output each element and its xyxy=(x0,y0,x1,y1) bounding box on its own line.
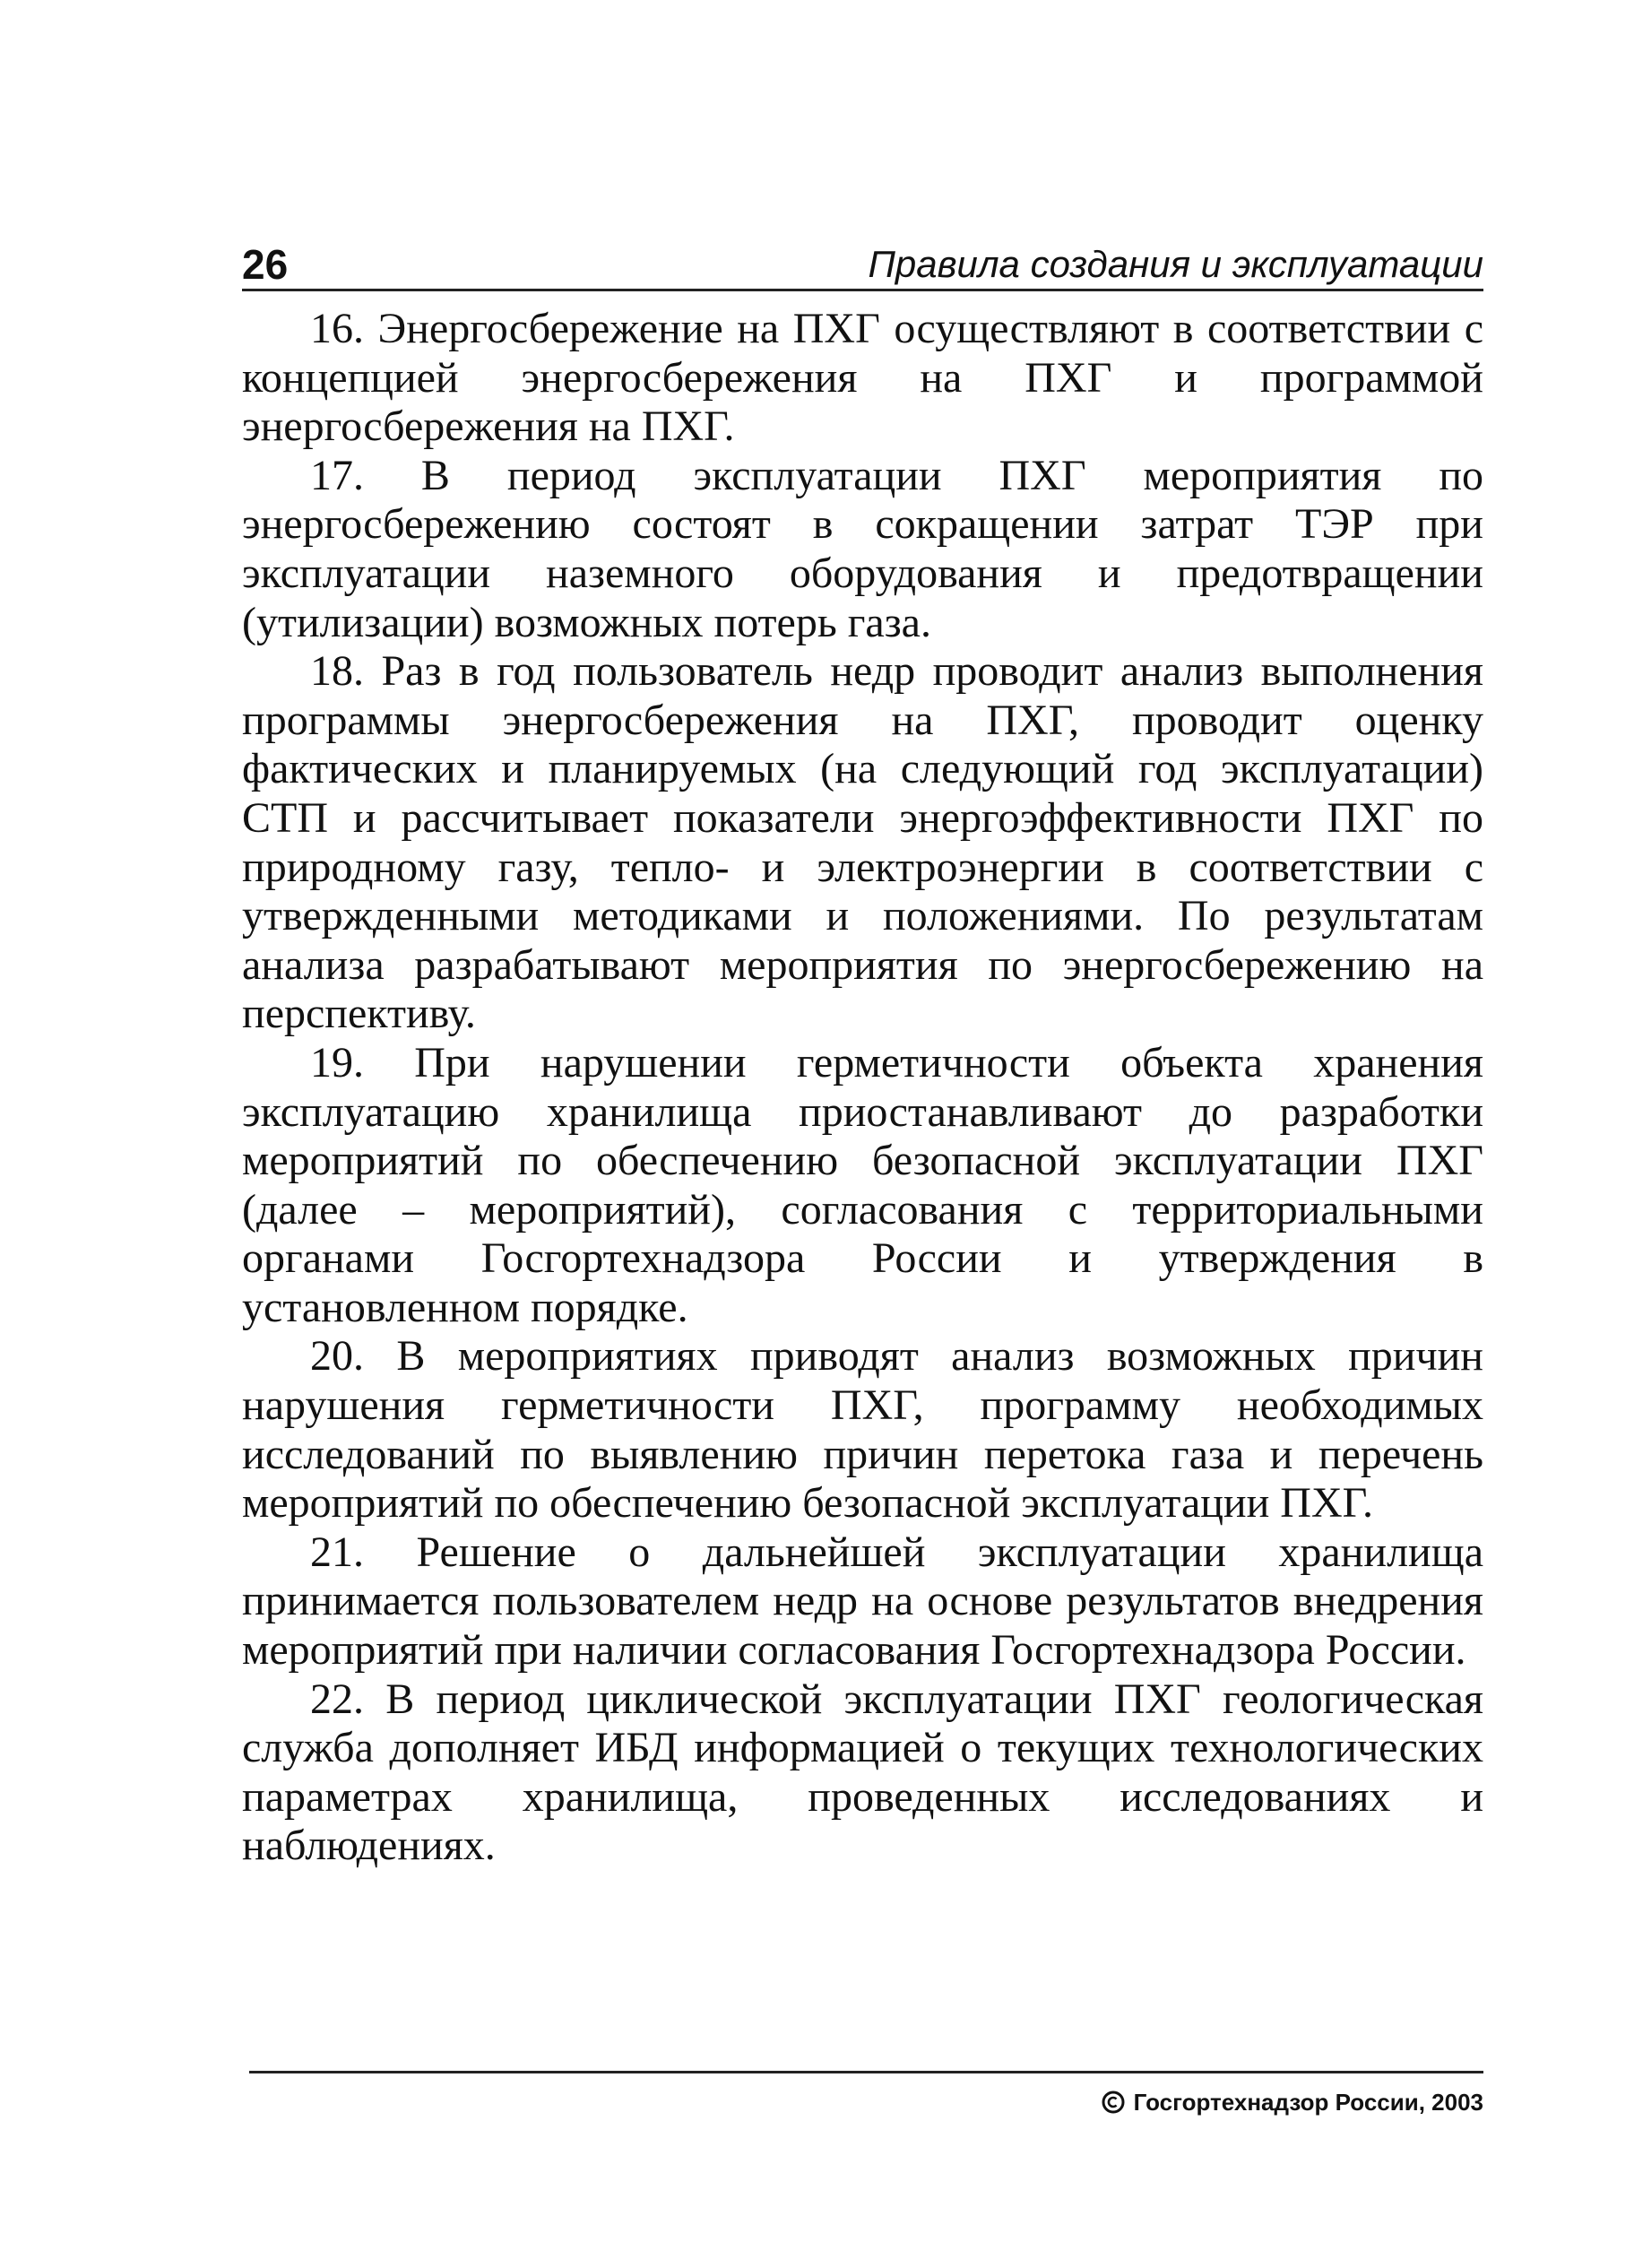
paragraph-16: 16. Энергосбережение на ПХГ осуществляют в соответствии с концепцией энергосбережения на ПХГ и программой энергосбережения на ПХГ. xyxy=(242,305,1483,451)
copyright-text: Госгортехнадзор России, 2003 xyxy=(1133,2089,1483,2116)
copyright-icon xyxy=(1102,2091,1125,2114)
paragraph-17: 17. В период эксплуатации ПХГ мероприятия по энергосбережению состоят в сокращении затрат ТЭР при эксплуатации наземного оборудования и предотвращении (утилизации) возможных потерь газа. xyxy=(242,451,1483,646)
copyright-notice xyxy=(1102,2091,1483,2114)
page-number: 26 xyxy=(242,241,289,288)
paragraph-18: 18. Раз в год пользователь недр проводит анализ выполнения программы энергосбережения на ПХГ, проводит оценку фактических и планируемых (на следующий год эксплуатации) СТП и рассчитывает показатели энергоэффективности ПХГ по природному газу, тепло- и электроэнергии в соответствии с утвержденными методиками и положениями. По результатам анализа разрабатывают мероприятия по энергосбережению на перспективу. xyxy=(242,647,1483,1038)
page-header xyxy=(242,226,1483,291)
paragraph-21: 21. Решение о дальнейшей эксплуатации хранилища принимается пользователем недр на основе результатов внедрения мероприятий при наличии согласования Госгортехнадзора России. xyxy=(242,1528,1483,1675)
paragraph-20: 20. В мероприятиях приводят анализ возможных причин нарушения герметичности ПХГ, программу необходимых исследований по выявлению причин перетока газа и перечень мероприятий по обеспечению безопасной эксплуатации ПХГ. xyxy=(242,1332,1483,1528)
paragraph-22: 22. В период циклической эксплуатации ПХГ геологическая служба дополняет ИБД информацией о текущих технологических параметрах хранилища, проведенных исследованиях и наблюдениях. xyxy=(242,1675,1483,1870)
footer-divider xyxy=(249,2071,1483,2073)
running-title: Правила создания и эксплуатации xyxy=(868,243,1483,285)
body-text xyxy=(242,305,1483,1871)
paragraph-19: 19. При нарушении герметичности объекта хранения эксплуатацию хранилища приостанавливают до разработки мероприятий по обеспечению безопасной эксплуатации ПХГ (далее – мероприятий), согласования с территориальными органами Госгортехнадзора России и утверждения в установленном порядке. xyxy=(242,1038,1483,1331)
